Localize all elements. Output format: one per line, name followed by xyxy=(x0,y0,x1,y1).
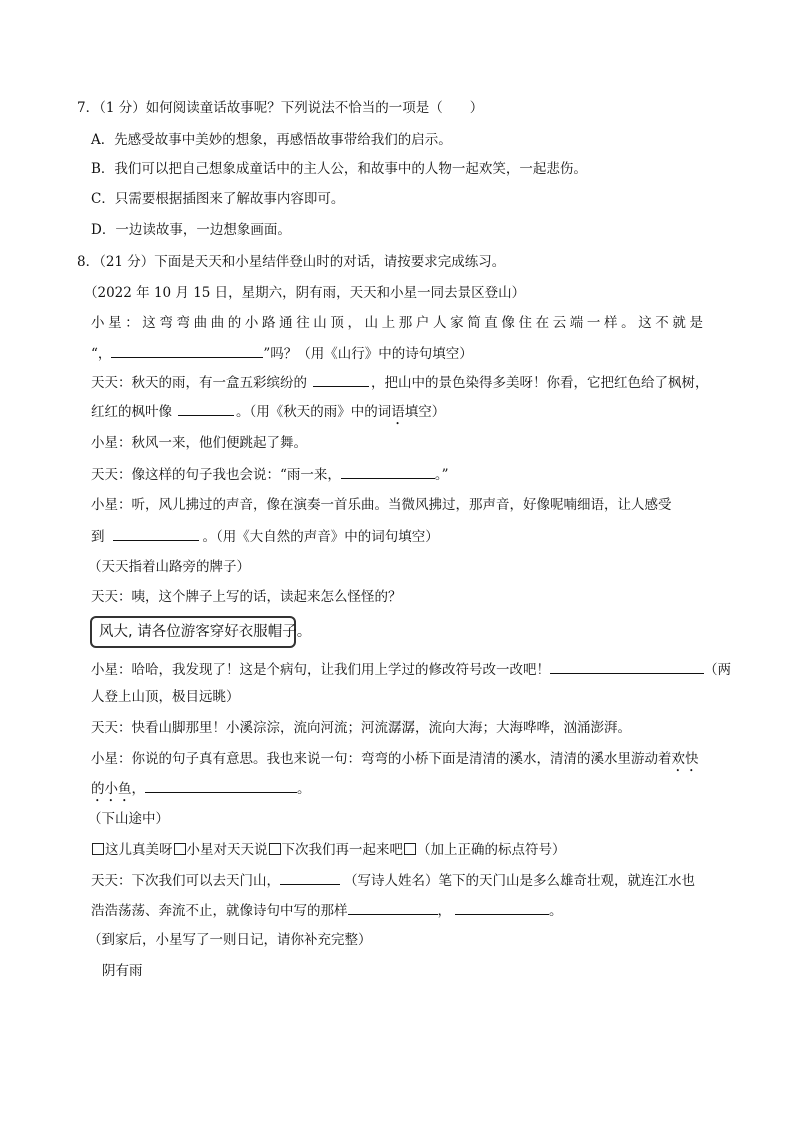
q8-line-11: 小星：哈哈，我发现了！这是个病句，让我们用上学过的修改符号改一改吧！ （两 xyxy=(91,659,731,680)
q8-line-10: 天天：咦，这个牌子上写的话，读起来怎么怪怪的？ xyxy=(91,589,402,605)
q8-line-9: （天天指着山路旁的牌子） xyxy=(88,559,250,575)
punctuation-box-1[interactable] xyxy=(92,843,104,855)
q8-line-16: （下山途中） xyxy=(88,811,169,827)
blank-imitate-sentence[interactable] xyxy=(145,778,297,793)
q8-intro: （2022 年 10 月 15 日，星期六，阴有雨，天天和小星一同去景区登山） xyxy=(84,285,526,301)
q8-line-4: 红红的枫叶像 。（用《秋天的雨》中的词语填空） xyxy=(91,401,445,428)
q8-line-12: 人登上山顶，极目远眺） xyxy=(91,689,240,705)
q7-stem: 7．（1 分）如何阅读童话故事呢？下列说法不恰当的一项是（ ） xyxy=(77,100,484,116)
q7-option-a: A．先感受故事中美妙的想象，再感悟故事带给我们的启示。 xyxy=(91,132,452,148)
q8-line-3: 天天：秋天的雨，有一盒五彩缤纷的 ，把山中的景色染得多美呀！你看，它把红色给了枫树， xyxy=(91,372,709,393)
q8-line-18: 天天：下次我们可以去天门山， （写诗人姓名）笔下的天门山是多么雄奇壮观，就连江水也 xyxy=(91,870,695,891)
blank-shanxing-poem[interactable] xyxy=(111,343,263,358)
q8-line-17: 这儿真美呀 小星对天天说 下次我们再一起来吧 （加上正确的标点符号） xyxy=(91,840,566,860)
q8-line-13: 天天：快看山脚那里！小溪淙淙，流向河流；河流潺潺，流向大海；大海哗哗，汹涌澎湃。 xyxy=(91,720,631,736)
q8-line-1: 小星：这弯弯曲曲的小路通往山顶，山上那户人家简直像住在云端一样。这不就是 xyxy=(91,315,707,331)
q8-line-15: 的小鱼， 。 xyxy=(91,778,311,805)
blank-rain-sentence[interactable] xyxy=(341,464,435,479)
blank-revise-sentence[interactable] xyxy=(550,659,704,674)
blank-poem-line-1[interactable] xyxy=(348,900,438,915)
q8-line-7: 小星：听，风儿拂过的声音，像在演奏一首乐曲。当微风拂过，那声音，好像呢喃细语，让人感受 xyxy=(91,497,672,513)
q7-option-b: B．我们可以把自己想象成童话中的主人公，和故事中的人物一起欢笑，一起悲伤。 xyxy=(91,161,587,177)
q8-line-5: 小星：秋风一来，他们便跳起了舞。 xyxy=(91,435,307,451)
punctuation-box-3[interactable] xyxy=(269,843,281,855)
q7-option-d: D．一边读故事，一边想象画面。 xyxy=(91,222,291,238)
q8-line-8: 到 。（用《大自然的声音》中的词句填空） xyxy=(91,526,439,547)
q8-line-19: 浩浩荡荡、奔流不止，就像诗句中写的那样 ， 。 xyxy=(91,900,563,921)
q8-line-6: 天天：像这样的句子我也会说：“雨一来， 。” xyxy=(91,464,449,485)
sign-sentence-box: 风大, 请各位游客穿好衣服帽子。 xyxy=(90,616,296,648)
q7-option-c: C．只需要根据插图来了解故事内容即可。 xyxy=(91,191,345,207)
punctuation-box-2[interactable] xyxy=(174,843,186,855)
q8-stem: 8．（21 分）下面是天天和小星结伴登山时的对话，请按要求完成练习。 xyxy=(77,254,506,270)
blank-poet-name[interactable] xyxy=(280,870,340,885)
punctuation-box-4[interactable] xyxy=(404,843,416,855)
q8-line-20: （到家后，小星写了一则日记，请你补充完整） xyxy=(88,932,372,948)
diary-weather: 阴有雨 xyxy=(102,963,143,979)
blank-qiutian-word-2[interactable] xyxy=(178,401,234,416)
blank-qiutian-word-1[interactable] xyxy=(313,372,369,387)
blank-poem-line-2[interactable] xyxy=(455,900,549,915)
q8-line-14: 小星：你说的句子真有意思。我也来说一句：弯弯的小桥下面是清清的溪水，清清的溪水里游动着欢快 xyxy=(91,751,699,767)
blank-nature-sound[interactable] xyxy=(113,526,199,541)
q8-line-2: “， ”吗？（用《山行》中的诗句填空） xyxy=(91,343,473,364)
